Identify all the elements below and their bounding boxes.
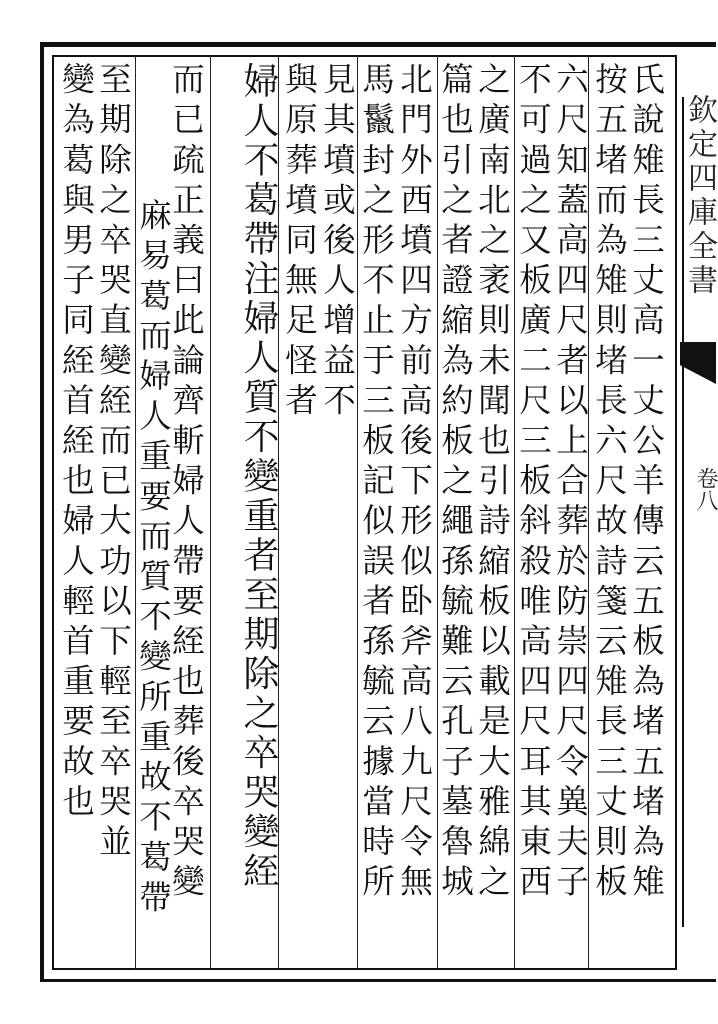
text-column-4: 不可過之又板廣二尺三板斜殺唯高四尺耳其東西 [514, 62, 553, 905]
text-column-12: 而已疏正義曰此論齊斬婦人帶要絰也葬後卒哭變 [167, 62, 206, 905]
text-column-14: 至期除之卒哭直變絰而已大功以下輕至卒哭並 [94, 62, 133, 864]
text-column-3: 六尺知蓋高四尺者以上合葬於防崇四尺令兾夫子 [551, 62, 590, 905]
heading-column [214, 62, 279, 892]
text-column-8: 馬鬣封之形不止于三板記似誤者孫毓云據當時所 [357, 62, 396, 905]
text-column-6: 篇也引之者證縮為約板之繩孫毓難云孔子墓魯城 [436, 62, 475, 905]
text-column-13: 麻易葛而婦人重要而質不變所重故不葛帶 [134, 198, 173, 920]
column-rule [210, 56, 211, 969]
fishtail-mark [680, 342, 716, 384]
text-column-5: 之廣南北之袤則未聞也引詩縮板以載是大雅綿之 [473, 62, 512, 905]
heading-column-text: 婦人不葛帶注婦人質不變重者至期除之卒哭變絰 [238, 62, 279, 892]
text-column-7: 北門外西墳四方前高後下形似卧斧高八九尺令無 [395, 62, 434, 905]
book-title: 欽定四庫全書 [682, 94, 717, 298]
juan-number: 卷八 [693, 467, 718, 511]
fore-edge-gutter [676, 42, 716, 982]
text-column-1: 氏說雉長三丈高一丈公羊傳云五板為堵五堵為雉 [627, 62, 666, 905]
text-column-2: 按五堵而為雉則堵長六尺故詩箋云雉長三丈則板 [590, 62, 629, 905]
text-column-10: 與原葬墳同無足怪者 [280, 62, 319, 423]
text-column-15: 變為葛與男子同絰首絰也婦人輕首重要故也 [57, 62, 96, 824]
text-column-9: 見其墳或後人增益不 [318, 62, 357, 423]
